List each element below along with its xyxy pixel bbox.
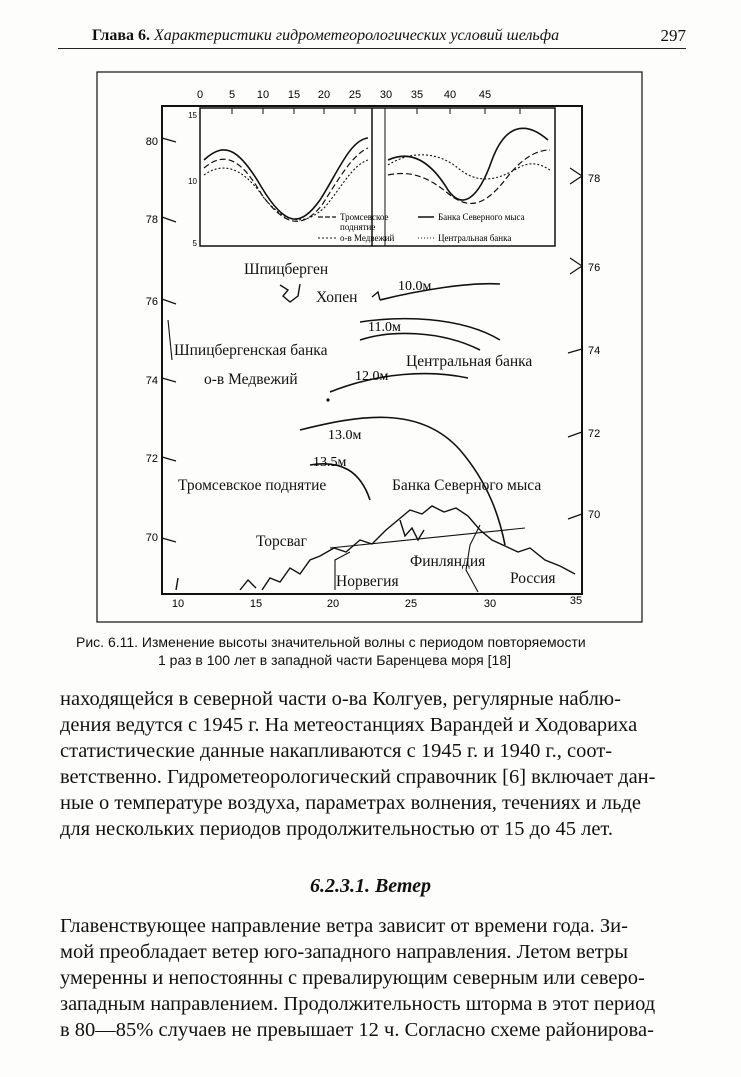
inset-y-label: 15 [188,111,197,120]
bottom-tick-label: 20 [326,598,340,610]
fjords [400,520,424,540]
top-tick-label: 25 [348,89,362,101]
legend-tromsoe-2: поднятие [340,222,376,232]
lat-label: 72 [145,453,158,465]
caption-line-2: 1 раз в 100 лет в западной части Баренцева моря [18] [158,652,512,668]
label-finland: Финляндия [410,553,486,570]
bottom-tick-label: 25 [404,598,418,610]
bottom-axis [172,595,582,610]
lat-label: 72 [588,428,601,440]
body-paragraph-2 [60,913,688,1043]
legend-nordkapp: Банка Северного мыса [438,212,525,222]
legend-central: Центральная банка [438,233,512,243]
wave-contours [300,284,505,545]
label-norway: Норвегия [336,573,399,590]
figure-caption [76,633,676,669]
text-line: статистические данные накапливаются с 1945 г. и 1940 г., соот- [60,740,613,762]
top-tick-label: 20 [317,89,331,101]
text-line: умеренны и непостоянны с превалирующим северным или северо- [60,967,645,989]
lat-line-70 [330,528,525,548]
section-heading: 6.2.3.1. Ветер [309,875,432,897]
inset-y-label: 10 [188,177,197,186]
bottom-tick-label: 10 [171,598,185,610]
inset-frame [200,108,555,246]
top-axis [197,89,491,101]
lat-label: 80 [145,136,158,148]
coast-west [240,580,256,590]
lat-label: 74 [145,375,158,387]
spitsbergen-coast [280,284,300,302]
contour-12 [330,374,468,392]
inset-graph [188,108,555,248]
contour-aux [360,333,480,350]
label-nordkapp-bank: Банка Северного мыса [392,477,542,494]
text-line: ветственно. Гидрометеорологический справочник [6] включает дан- [60,766,656,788]
left-lat-strokes [162,138,176,542]
hopen-island [372,292,380,300]
contour-label: 13.5м [313,455,347,470]
text-line: западным направлением. Продолжительность шторма в этот период [60,993,656,1015]
legend-tromsoe: Тромсевское [340,212,389,222]
medvezhiy-dot [326,398,329,401]
lat-label: 76 [145,296,158,308]
label-spitsbergen-bank: Шпицбергенская банка [174,342,328,359]
right-lat-strokes [568,168,582,519]
bottom-tick-label: 30 [483,598,497,610]
top-tick-label: 30 [379,89,393,101]
bottom-tick-label: 35 [569,595,583,607]
text-line: находящейся в северной части о-ва Колгуев, регулярные наблю- [60,688,621,710]
top-tick-label: 45 [478,89,492,101]
label-spitsbergen: Шпицберген [244,261,329,278]
label-hopen: Хопен [316,289,358,306]
top-tick-label: 15 [287,89,301,101]
lat-label: 78 [145,214,158,226]
label-tromsoe-rise: Тромсевское поднятие [178,477,327,494]
left-lat-axis [146,136,158,544]
chapter-name: Характеристики гидрометеорологических условий шельфа [154,27,560,44]
right-lat-axis [588,173,600,521]
label-russia: Россия [510,570,556,587]
text-line: мой преобладает ветер юго-западного направления. Летом ветры [60,941,629,963]
label-central-bank: Центральная банка [406,353,533,370]
legend-medvezhiy: о-в Медвежий [340,233,395,243]
text-line: Главенствующее направление ветра зависит от времени года. Зи- [60,915,628,937]
contour-label: 10.0м [398,279,432,294]
lat-label: 70 [588,509,601,521]
lat-label: 70 [145,532,158,544]
label-medvezhiy: о-в Медвежий [204,371,298,388]
contour-label: 11.0м [368,320,401,335]
contour-label: 12.0м [355,369,389,384]
top-tick-label: 40 [443,89,457,101]
caption-line-1: Рис. 6.11. Изменение высоты значительной волны с периодом повторяемости [76,634,586,650]
meridian-stroke [168,320,172,360]
page-number: 297 [660,26,686,45]
label-torsvag: Торсваг [256,533,308,550]
top-tick-label: 0 [196,89,204,101]
top-tick-label: 35 [410,89,424,101]
lat-label: 76 [588,262,601,274]
text-line: дения ведутся с 1945 г. На метеостанциях Варандей и Ходовариха [60,714,638,736]
bottom-tick-label: 15 [249,598,263,610]
chapter-label: Глава 6. [92,27,150,44]
text-line: для нескольких периодов продолжительностью от 15 до 45 лет. [60,818,613,840]
contour-label: 13.0м [328,428,362,443]
lat-label: 78 [588,173,601,185]
top-tick-label: 10 [256,89,270,101]
text-line: ные о температуре воздуха, параметрах волнения, течениях и льде [60,792,641,814]
coast-tick [176,578,178,590]
lat-label: 74 [588,345,601,357]
inset-y-label: 5 [192,239,197,248]
top-tick-label: 5 [228,89,236,101]
body-paragraph-1 [60,686,688,842]
text-line: в 80—85% случаев не превышает 12 ч. Согласно схеме районирова- [60,1019,654,1041]
place-names [174,261,556,590]
